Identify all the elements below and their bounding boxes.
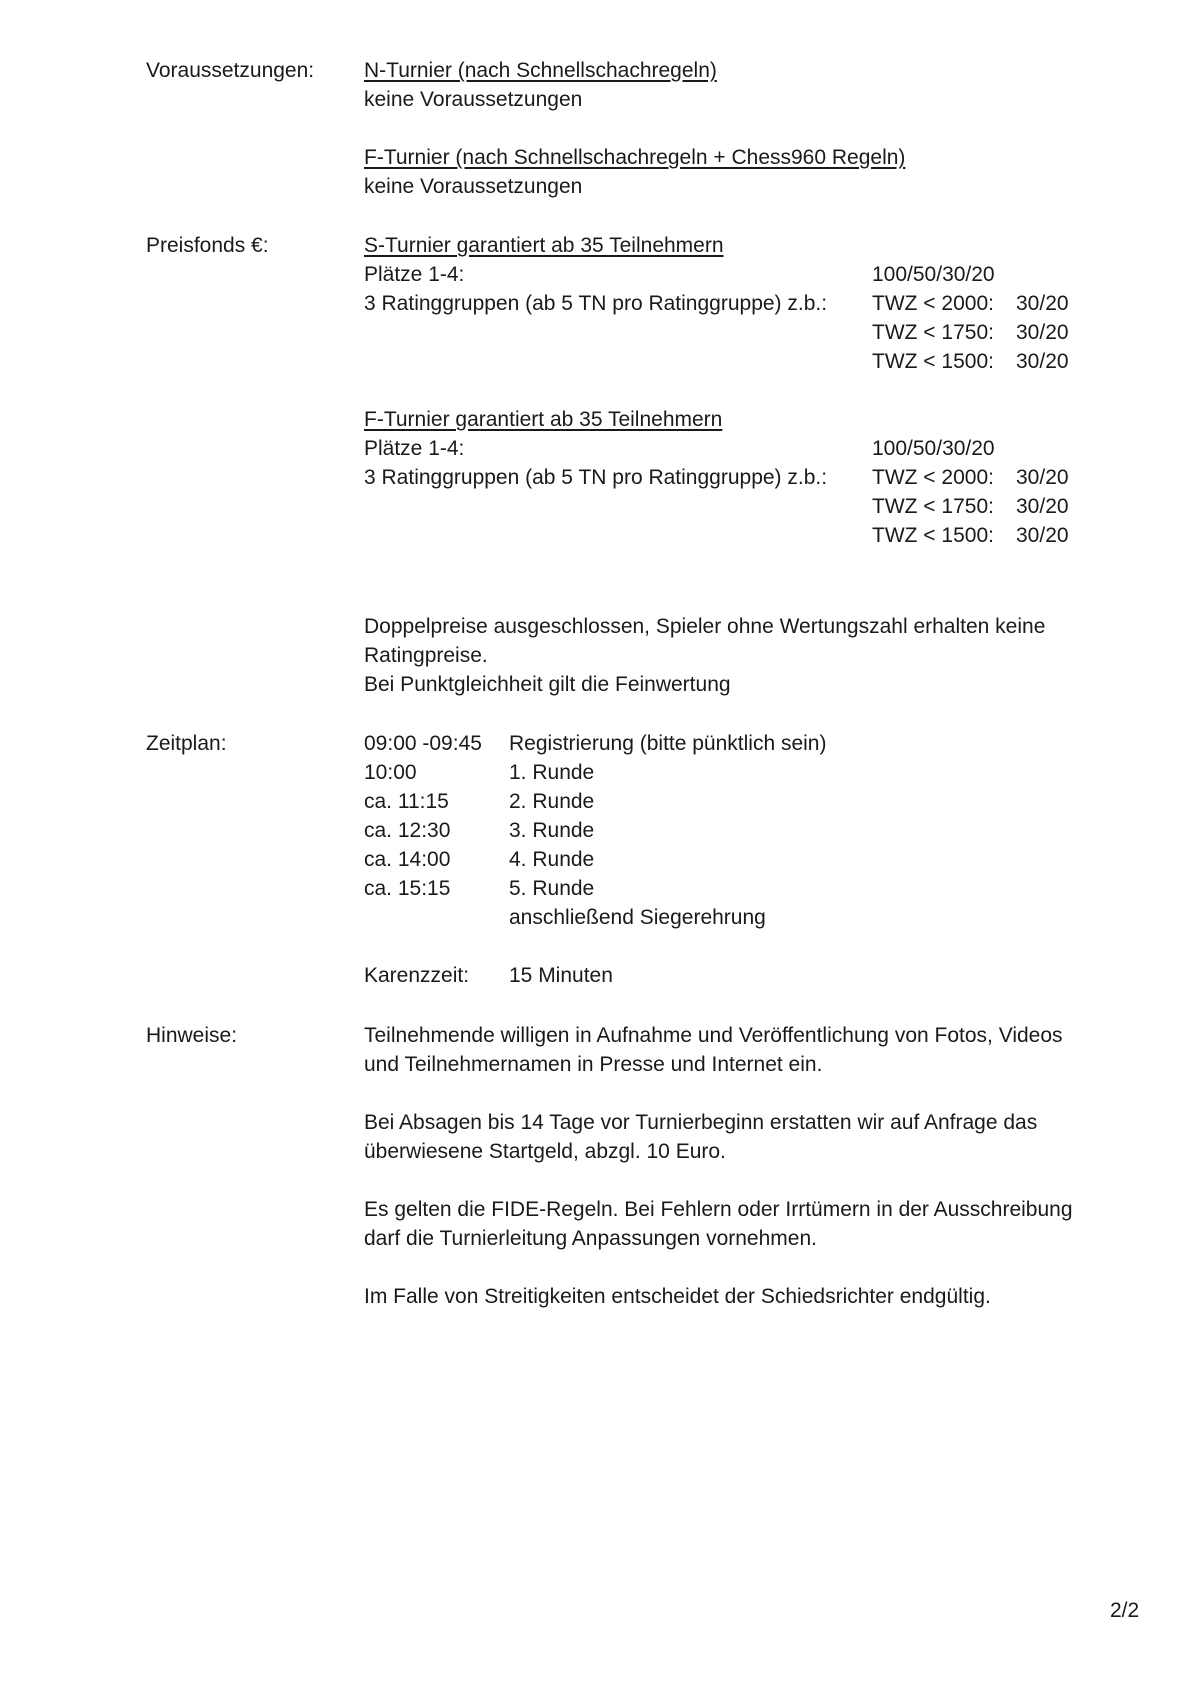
schedule-desc: 5. Runde (509, 877, 595, 900)
places-value: 100/50/30/20 (872, 437, 995, 460)
karenz-value: 15 Minuten (509, 964, 613, 987)
rating-group-value: 30/20 (1016, 495, 1069, 518)
f-turnier-text: keine Voraussetzungen (364, 175, 583, 198)
rating-label: 3 Ratinggruppen (ab 5 TN pro Ratinggruppe) z.b.: (364, 292, 828, 315)
prize-note-line: Doppelpreise ausgeschlossen, Spieler ohne Wertungszahl erhalten keine (364, 615, 1046, 638)
n-turnier-text: keine Voraussetzungen (364, 88, 583, 111)
schedule-time: ca. 12:30 (364, 819, 451, 842)
schedule-desc: 2. Runde (509, 790, 595, 813)
section-label-hinweise: Hinweise: (146, 1024, 238, 1047)
places-label: Plätze 1-4: (364, 437, 465, 460)
schedule-time: ca. 11:15 (364, 790, 449, 813)
karenz-row (364, 961, 1124, 990)
prize-note-line: Ratingpreise. (364, 644, 488, 667)
schedule-desc: anschließend Siegerehrung (509, 906, 766, 929)
schedule-row (364, 787, 1124, 816)
prize-notes (364, 612, 1124, 699)
section-label-preisfonds: Preisfonds €: (146, 234, 269, 257)
n-turnier-title: N-Turnier (nach Schnellschachregeln) (364, 59, 717, 82)
schedule-row (364, 874, 1124, 903)
f-rating-row (364, 463, 1124, 492)
schedule-row (364, 903, 1124, 932)
f-places-row (364, 434, 1124, 463)
prize-note-line: Bei Punktgleichheit gilt die Feinwertung (364, 673, 731, 696)
f-rating-row (364, 492, 1124, 521)
schedule-desc: Registrierung (bitte pünktlich sein) (509, 732, 827, 755)
rating-group-name: TWZ < 1750: (872, 495, 994, 518)
rating-group-value: 30/20 (1016, 350, 1069, 373)
f-turnier-prize-title: F-Turnier garantiert ab 35 Teilnehmern (364, 408, 723, 431)
places-label: Plätze 1-4: (364, 263, 465, 286)
section-label-voraussetzungen: Voraussetzungen: (146, 59, 315, 82)
rating-group-name: TWZ < 1750: (872, 321, 994, 344)
rating-group-value: 30/20 (1016, 466, 1069, 489)
hint-line: und Teilnehmernamen in Presse und Internet ein. (364, 1053, 823, 1076)
s-rating-row (364, 318, 1124, 347)
rating-group-name: TWZ < 1500: (872, 350, 994, 373)
rating-group-value: 30/20 (1016, 292, 1069, 315)
schedule-time: ca. 14:00 (364, 848, 451, 871)
section-zeitplan (364, 729, 1124, 990)
schedule-desc: 1. Runde (509, 761, 595, 784)
schedule-row (364, 845, 1124, 874)
section-voraussetzungen (364, 56, 1124, 201)
rating-group-name: TWZ < 1500: (872, 524, 994, 547)
page-number: 2/2 (1110, 1599, 1140, 1622)
f-rating-row (364, 521, 1124, 550)
hint-line: Es gelten die FIDE-Regeln. Bei Fehlern oder Irrtümern in der Ausschreibung (364, 1198, 1073, 1221)
karenz-label: Karenzzeit: (364, 964, 470, 987)
rating-group-value: 30/20 (1016, 321, 1069, 344)
s-rating-row (364, 347, 1124, 376)
hint-line: Im Falle von Streitigkeiten entscheidet der Schiedsrichter endgültig. (364, 1285, 991, 1308)
f-turnier-title: F-Turnier (nach Schnellschachregeln + Chess960 Regeln) (364, 146, 906, 169)
schedule-row (364, 816, 1124, 845)
hint-line: Bei Absagen bis 14 Tage vor Turnierbeginn erstatten wir auf Anfrage das (364, 1111, 1038, 1134)
schedule-row (364, 758, 1124, 787)
places-value: 100/50/30/20 (872, 263, 995, 286)
hint-line: überwiesene Startgeld, abzgl. 10 Euro. (364, 1140, 726, 1163)
hint-line: darf die Turnierleitung Anpassungen vornehmen. (364, 1227, 817, 1250)
section-preisfonds (364, 231, 1124, 550)
schedule-desc: 4. Runde (509, 848, 595, 871)
s-rating-row (364, 289, 1124, 318)
rating-group-value: 30/20 (1016, 524, 1069, 547)
schedule-desc: 3. Runde (509, 819, 595, 842)
rating-group-name: TWZ < 2000: (872, 292, 994, 315)
s-places-row (364, 260, 1124, 289)
section-label-zeitplan: Zeitplan: (146, 732, 227, 755)
rating-label: 3 Ratinggruppen (ab 5 TN pro Ratinggruppe) z.b.: (364, 466, 828, 489)
schedule-time: 09:00 -09:45 (364, 732, 482, 755)
rating-group-name: TWZ < 2000: (872, 466, 994, 489)
schedule-row (364, 729, 1124, 758)
hint-line: Teilnehmende willigen in Aufnahme und Veröffentlichung von Fotos, Videos (364, 1024, 1063, 1047)
schedule-time: ca. 15:15 (364, 877, 451, 900)
s-turnier-prize-title: S-Turnier garantiert ab 35 Teilnehmern (364, 234, 724, 257)
section-hinweise (364, 1021, 1124, 1311)
schedule-time: 10:00 (364, 761, 417, 784)
